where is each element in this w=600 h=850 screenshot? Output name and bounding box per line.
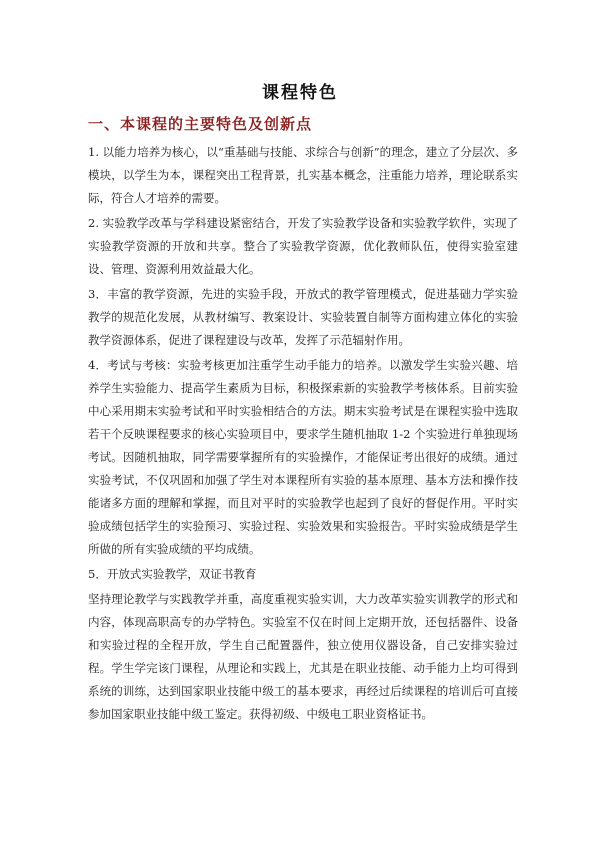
section-heading: 一、本课程的主要特色及创新点 xyxy=(88,115,313,133)
paragraph-6: 坚持理论教学与实践教学并重，高度重视实验实训，大力改革实验实训教学的形式和内容，体现高职高专的办学特色。实验室不仅在时间上定期开放，还包括器件、设备和实验过程的全程开放，学生自己配置器件，独立使用仪器设备，自己安排实验过程。学生学完该门课程，从理论和实践上，尤其是在职业技能、动手能力上均可得到系统的训练，达到国家职业技能中级工的基本要求，再经过后续课程的培训后可直接参加国家职业技能中级工鉴定。获得初级、中级电工职业资格证书。 xyxy=(88,592,518,721)
paragraph-4: 4．考试与考核：实验考核更加注重学生动手能力的培养。以激发学生实验兴趣、培养学生实验能力、提高学生素质为目标，积极探索新的实验教学考核体系。目前实验中心采用期末实验考试和平时实验相结合的方法。期末实验考试是在课程实验中选取若干个反映课程要求的核心实验项目中，要求学生随机抽取 1-2 个实验进行单独现场考试。因随机抽取，同学需要掌握所有的实验操作，才能保证考出很好的成绩。通过实验考试，不仅巩固和加强了学生对本课程所有实验的基本原理、基本方法和操作技能诸多方面的理解和掌握，而且对平时的实验教学也起到了良好的督促作用。平时实验成绩包括学生的实验预习、实验过程、实验效果和实验报告。平时实验成绩是学生所做的所有实验成绩的平均成绩。 xyxy=(88,358,518,556)
paragraph-5-heading: 5．开放式实验教学，双证书教育 xyxy=(88,567,257,581)
paragraph-1: 1. 以能力培养为核心，以“重基础与技能、求综合与创新”的理念，建立了分层次、多模块，以学生为本，课程突出工程背景，扎实基本概念，注重能力培养，理论联系实际，符合人才培养的需要。 xyxy=(88,145,518,205)
paragraph-3: 3．丰富的教学资源，先进的实验手段，开放式的教学管理模式，促进基础力学实验教学的规范化发展，从教材编写、教案设计、实验装置自制等方面构建立体化的实验教学资源体系，促进了课程建设与改革，发挥了示范辐射作用。 xyxy=(88,287,518,347)
body-content xyxy=(88,141,518,728)
page-title: 课程特色 xyxy=(262,83,338,103)
paragraph-2: 2. 实验教学改革与学科建设紧密结合，开发了实验教学设备和实验教学软件，实现了实验教学资源的开放和共享。整合了实验教学资源，优化教师队伍，使得实验室建设、管理、资源利用效益最大化。 xyxy=(88,216,518,276)
